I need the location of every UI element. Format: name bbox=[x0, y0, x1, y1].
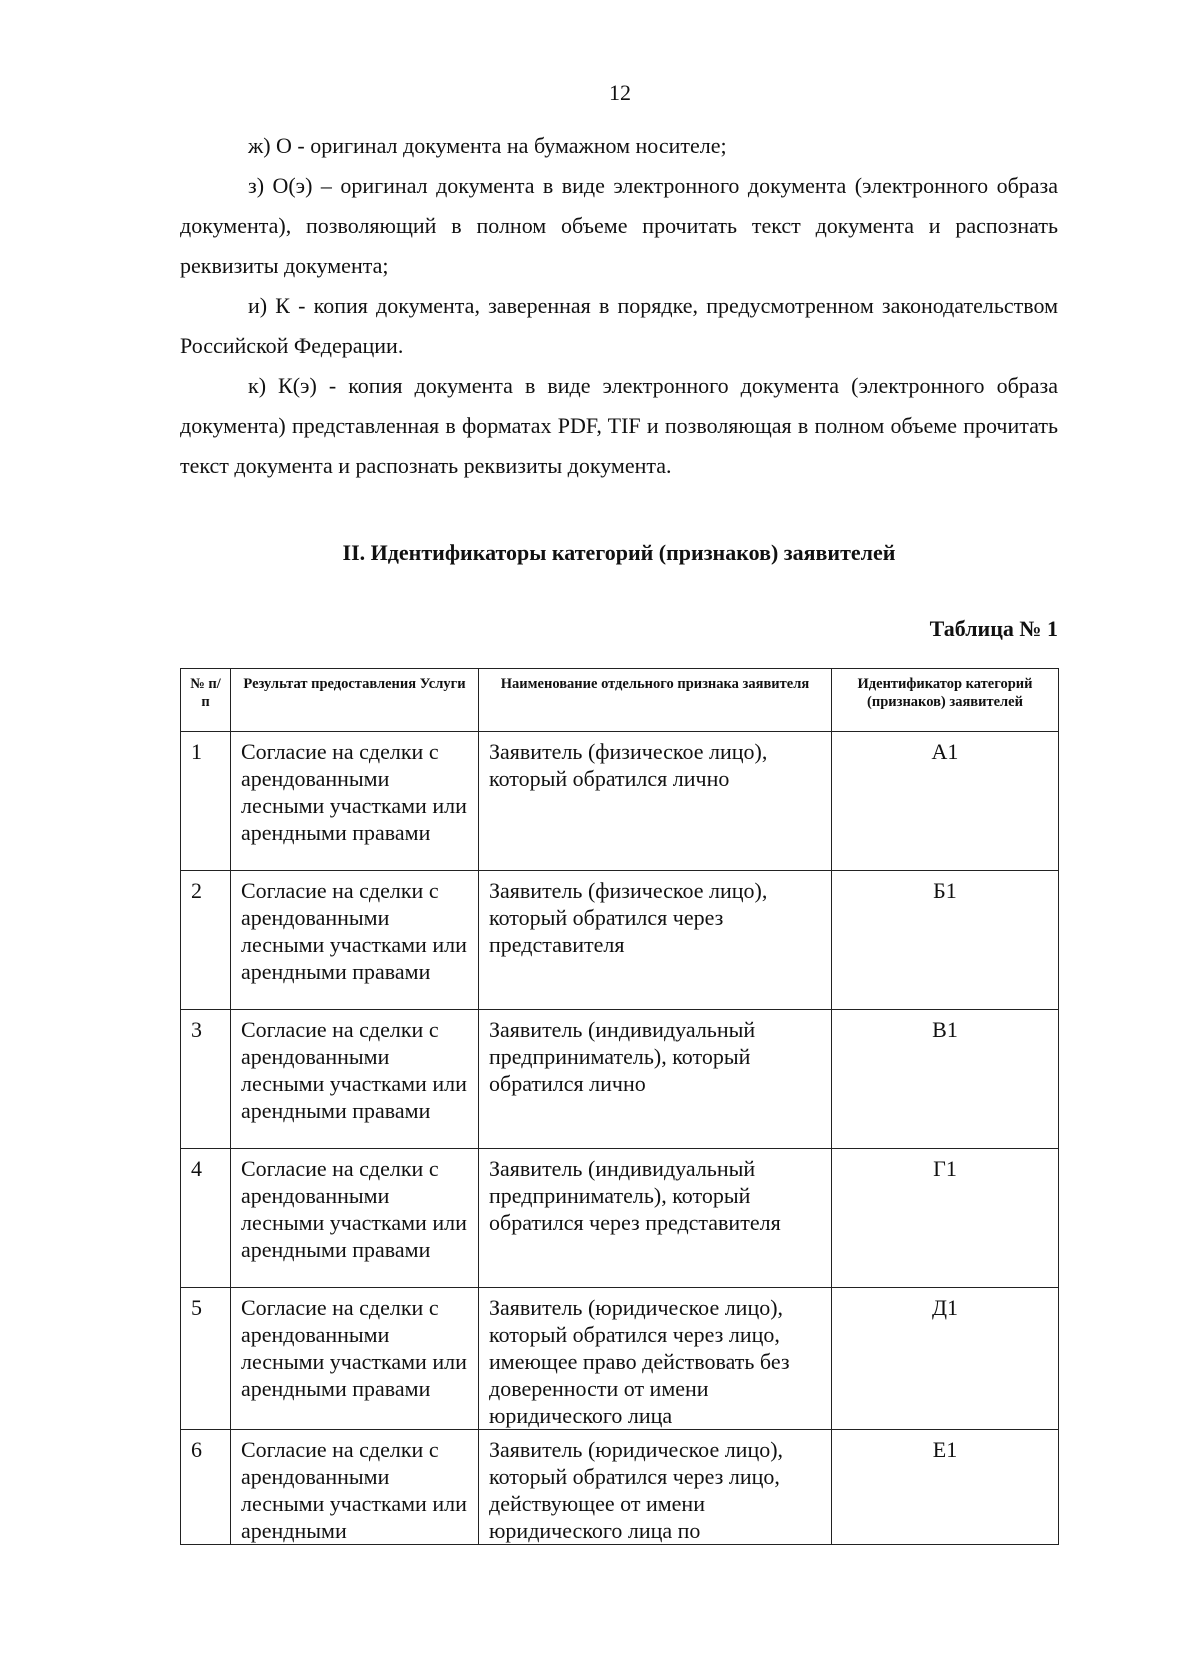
paragraph-i: и) К - копия документа, заверенная в порядке, предусмотренном законодательством Российской Федерации. bbox=[180, 293, 1058, 358]
row-num: 1 bbox=[181, 732, 231, 871]
row-num: 3 bbox=[181, 1010, 231, 1149]
row-result: Согласие на сделки с арендованными лесными участками или арендными правами bbox=[231, 1288, 479, 1430]
table-row bbox=[181, 1149, 1059, 1288]
row-identifier: Б1 bbox=[832, 871, 1059, 1010]
table-caption: Таблица № 1 bbox=[929, 616, 1058, 641]
applicant-categories-table bbox=[180, 668, 1059, 1545]
paragraph-z: з) О(э) – оригинал документа в виде электронного документа (электронного образа документа), позволяющий в полном объеме прочитать текст документа и распознать реквизиты документа; bbox=[180, 173, 1058, 278]
row-result: Согласие на сделки с арендованными лесными участками или арендными правами bbox=[231, 732, 479, 871]
row-num: 4 bbox=[181, 1149, 231, 1288]
table-row bbox=[181, 871, 1059, 1010]
table-row bbox=[181, 732, 1059, 871]
table-header-row bbox=[181, 669, 1059, 732]
row-identifier: А1 bbox=[832, 732, 1059, 871]
row-identifier: Д1 bbox=[832, 1288, 1059, 1430]
header-identifier: Идентификатор категорий (признаков) заявителей bbox=[832, 669, 1059, 732]
row-feature: Заявитель (физическое лицо), который обратился лично bbox=[479, 732, 832, 871]
table-row bbox=[181, 1288, 1059, 1430]
row-num: 6 bbox=[181, 1430, 231, 1545]
row-num: 5 bbox=[181, 1288, 231, 1430]
row-num: 2 bbox=[181, 871, 231, 1010]
paragraph-zh: ж) О - оригинал документа на бумажном носителе; bbox=[248, 133, 727, 158]
section-title: II. Идентификаторы категорий (признаков) заявителей bbox=[342, 540, 896, 565]
row-identifier: Г1 bbox=[832, 1149, 1059, 1288]
table-row bbox=[181, 1010, 1059, 1149]
page-number: 12 bbox=[609, 80, 631, 105]
row-feature: Заявитель (юридическое лицо), который обратился через лицо, действующее от имени юридического лица по bbox=[479, 1430, 832, 1545]
row-result: Согласие на сделки с арендованными лесными участками или арендными правами bbox=[231, 1149, 479, 1288]
row-identifier: Е1 bbox=[832, 1430, 1059, 1545]
row-identifier: В1 bbox=[832, 1010, 1059, 1149]
row-feature: Заявитель (физическое лицо), который обратился через представителя bbox=[479, 871, 832, 1010]
row-result: Согласие на сделки с арендованными лесными участками или арендными правами bbox=[231, 1010, 479, 1149]
row-feature: Заявитель (индивидуальный предприниматель), который обратился через представителя bbox=[479, 1149, 832, 1288]
row-feature: Заявитель (индивидуальный предприниматель), который обратился лично bbox=[479, 1010, 832, 1149]
header-result: Результат предоставления Услуги bbox=[231, 669, 479, 732]
paragraph-k: к) К(э) - копия документа в виде электронного документа (электронного образа документа) представленная в форматах PDF, TIF и позволяющая в полном объеме прочитать текст документа и распознать реквизиты документа. bbox=[180, 373, 1058, 478]
row-result: Согласие на сделки с арендованными лесными участками или арендными правами bbox=[231, 871, 479, 1010]
header-num: № п/п bbox=[181, 669, 231, 732]
table-row bbox=[181, 1430, 1059, 1545]
header-feature: Наименование отдельного признака заявителя bbox=[479, 669, 832, 732]
row-result: Согласие на сделки с арендованными лесными участками или арендными bbox=[231, 1430, 479, 1545]
row-feature: Заявитель (юридическое лицо), который обратился через лицо, имеющее право действовать без доверенности от имени юридического лица bbox=[479, 1288, 832, 1430]
